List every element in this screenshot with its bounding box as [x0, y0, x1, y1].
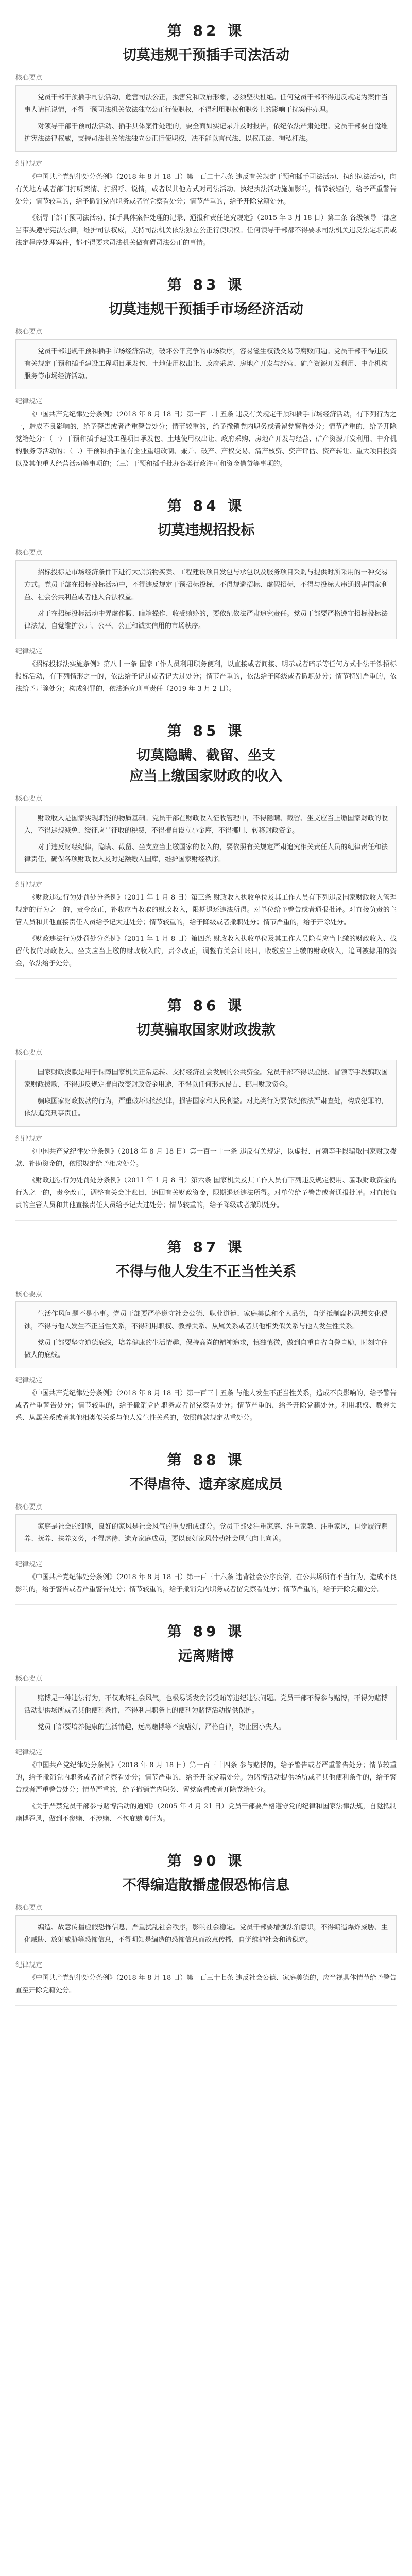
lesson-section: [15, 1449, 397, 1605]
core-paragraph: 党员干部违规干预和插手市场经济活动，破坏公平竞争的市场秩序，容易滋生权钱交易等腐败问题。党员干部不得违反有关规定干预和插手建设工程项目承发包、土地使用权出让、政府采购、房地产开发与经营、矿产资源开发利用、中介机构服务等市场经济活动。: [24, 348, 388, 380]
lesson-section: [15, 1620, 397, 1834]
regulation-paragraph: 《中国共产党纪律处分条例》（2018 年 8 月 18 日）第一百二十五条 违反有关规定干预和插手市场经济活动，有下列行为之一，造成不良影响的，给予警告或者严重警告处分；情节较重的，给予撤销党内职务或者留党察看处分；情节严重的，给予开除党籍处分：（一）干预和插手建设工程项目承发包、土地使用权出让、政府采购、房地产开发与经营、矿产资源开发利用、中介机构服务等活动的；（二）干预和插手国有企业重组改制、兼并、破产、产权交易、清产核资、资产评估、资产转让、重大项目投资以及其他重大经营活动等事项的；（三）干预和插手批办各类行政许可和资金借贷等事项的。: [15, 411, 397, 468]
core-paragraph: 赌博是一种违法行为，不仅败坏社会风气，也极易诱发贪污受贿等违纪违法问题。党员干部不得参与赌博，不得为赌博活动提供场所或者其他便利条件，不得利用职务上的便利为赌博活动提供保护。: [24, 1694, 388, 1715]
core-points-box: [15, 1514, 397, 1552]
regulation-label: 纪律规定: [15, 881, 43, 889]
core-paragraph: 党员干部要培养健康的生活情趣，远离赌博等不良嗜好，严格自律，防止因小失大。: [38, 1723, 286, 1731]
lesson-number: 第 86 课: [167, 997, 245, 1014]
lesson-title: 切莫违规干预插手市场经济活动: [109, 301, 303, 317]
lesson-section: [15, 720, 397, 979]
core-paragraph: 骗取国家财政拨款的行为，严重破坏财经纪律，损害国家和人民利益。对此类行为要依纪依法严肃查处，构成犯罪的，依法追究刑事责任。: [24, 1097, 388, 1117]
core-points-box: [15, 1686, 397, 1740]
regulation-paragraph: 《关于严禁党员干部参与赌博活动的通知》（2005 年 4 月 21 日）党员干部要严格遵守党的纪律和国家法律法规，自觉抵制赌博歪风，做到不参赌、不涉赌、不包庇赌博行为。: [15, 1803, 397, 1823]
core-points-label: 核心要点: [15, 1675, 43, 1683]
core-points-box: [15, 1301, 397, 1368]
regulation-paragraph: 《招标投标法实施条例》第八十一条 国家工作人员利用职务便利，以直接或者间接、明示或者暗示等任何方式非法干涉招标投标活动，有下列情形之一的，依法给予记过或者记大过处分；情节严重的，依法给予降级或者撤职处分；情节特别严重的，依法给予开除处分；构成犯罪的，依法追究刑事责任（2019 年 3 月 2 日）。: [15, 660, 397, 693]
regulation-paragraph: 《中国共产党纪律处分条例》（2018 年 8 月 18 日）第一百三十四条 参与赌博的，给予警告或者严重警告处分；情节较重的，给予撤销党内职务或者留党察看处分；情节严重的，给予开除党籍处分。为赌博活动提供场所或者其他便利条件的，给予警告或者严重警告处分；情节严重的，给予撤销党内职务、留党察看或者开除党籍处分。: [15, 1761, 397, 1794]
lesson-heading: [15, 495, 397, 541]
regulation-label: 纪律规定: [15, 1561, 43, 1568]
core-points-label: 核心要点: [15, 1503, 43, 1511]
core-points-box: [15, 1915, 397, 1953]
section-divider: [15, 1220, 397, 1221]
regulation-paragraph: 《中国共产党纪律处分条例》（2018 年 8 月 18 日）第一百三十六条 违背社会公序良俗，在公共场所有不当行为，造成不良影响的，给予警告或者严重警告处分；情节较重的，给予撤销党内职务或者留党察看处分；情节严重的，给予开除党籍处分。: [15, 1573, 397, 1594]
lesson-section: [15, 1850, 397, 2006]
core-points-box: [15, 339, 397, 389]
core-paragraph: 家庭是社会的细胞，良好的家风是社会风气的重要组成部分。党员干部要注重家庭、注重家教、注重家风，自觉履行赡养、抚养、扶养义务，不得虐待、遗弃家庭成员，要以良好家风带动社会风气向上向善。: [24, 1523, 388, 1543]
regulation-paragraph: 《领导干部干预司法活动、插手具体案件处理的记录、通报和责任追究规定》（2015 年 3 月 18 日）第二条 各级领导干部应当带头遵守宪法法律，维护司法权威，支持司法机关依法独立公正行使职权。任何领导干部都不得要求司法机关违反法定职责或法定程序处理案件，都不得要求司法机关做有碍司法公正的事情。: [15, 214, 397, 247]
lesson-number: 第 85 课: [167, 722, 245, 739]
core-points-label: 核心要点: [15, 1049, 43, 1057]
regulation-label: 纪律规定: [15, 1749, 43, 1756]
regulation-paragraph: 《财政违法行为处罚处分条例》（2011 年 1 月 8 日）第四条 财政收入执收单位及其工作人员隐瞒应当上缴的财政收入、截留代收的财政收入、坐支应当上缴的财政收入的，责令改正，调整有关会计账目，收缴应当上缴的财政收入，追回被挪用的资金，依法给予处分。: [15, 935, 397, 968]
regulation-paragraph: 《财政违法行为处罚处分条例》（2011 年 1 月 8 日）第六条 国家机关及其工作人员有下列违反规定使用、骗取财政资金的行为之一的，责令改正，调整有关会计账目，追回有关财政资金，限期退还违法所得。对单位给予警告或者通报批评。对直接负责的主管人员和其他直接责任人员给予记大过处分；情节较重的，给予降级或者撤职处分。: [15, 1177, 397, 1209]
core-paragraph: 对于违反财经纪律，隐瞒、截留、坐支应当上缴国家的收入的，要依照有关规定严肃追究相关责任人员的纪律责任和法律责任，确保各项财政收入及时足额缴入国库，维护国家财经秩序。: [24, 843, 388, 863]
lesson-title: 切莫骗取国家财政拨款: [136, 1022, 276, 1038]
lesson-title: 切莫隐瞒、截留、坐支: [136, 748, 276, 764]
core-paragraph: 对于在招标投标活动中弄虚作假、暗箱操作、收受贿赂的，要依纪依法严肃追究责任。党员干部要严格遵守招标投标法律法规，自觉维护公开、公平、公正和诚实信用的市场秩序。: [24, 610, 388, 630]
regulation-label: 纪律规定: [15, 1377, 43, 1384]
lesson-section: [15, 994, 397, 1221]
lesson-section: [15, 20, 397, 258]
section-divider: [15, 1604, 397, 1605]
core-points-box: [15, 1060, 397, 1127]
regulation-paragraph: 《财政违法行为处罚处分条例》（2011 年 1 月 8 日）第三条 财政收入执收单位及其工作人员有下列违反国家财政收入管理规定的行为之一的，责令改正，补收应当收取的财政收入，限期退还违法所得。对单位给予警告或者通报批评。对直接负责的主管人员和其他直接责任人员给予记大过处分；情节较重的，给予降级或者撤职处分；情节严重的，给予开除处分。: [15, 894, 397, 926]
lesson-number: 第 89 课: [167, 1623, 245, 1640]
regulation-label: 纪律规定: [15, 398, 43, 405]
core-points-label: 核心要点: [15, 795, 43, 803]
regulation-paragraph: 《中国共产党纪律处分条例》（2018 年 8 月 18 日）第一百三十七条 违反社会公德、家庭美德的，应当视具体情节给予警告直至开除党籍处分。: [15, 1974, 397, 1994]
lesson-heading: [15, 1850, 397, 1896]
lesson-title: 切莫违规干预插手司法活动: [123, 47, 289, 63]
lesson-number: 第 82 课: [167, 22, 245, 39]
lesson-title: 远离赌博: [178, 1648, 234, 1664]
regulation-paragraph: 《中国共产党纪律处分条例》（2018 年 8 月 18 日）第一百二十六条 违反有关规定干预和插手司法活动、执纪执法活动，向有关地方或者部门打听案情、打招呼、说情，或者以其他方式对司法活动、执纪执法活动施加影响，情节较轻的，给予严重警告处分；情节较重的，给予撤销党内职务或者留党察看处分；情节严重的，给予开除党籍处分。: [15, 173, 397, 206]
lesson-heading: [15, 1449, 397, 1495]
section-divider: [15, 978, 397, 979]
core-points-label: 核心要点: [15, 1904, 43, 1912]
lesson-title: 不得虐待、遗弃家庭成员: [129, 1477, 283, 1493]
core-paragraph: 招标投标是市场经济条件下进行大宗货物买卖、工程建设项目发包与承包以及服务项目采购与提供时所采用的一种交易方式。党员干部在招标投标活动中，不得违反规定干预招标投标，不得规避招标、虚假招标，不得与投标人串通损害国家利益、社会公共利益或者他人合法权益。: [24, 569, 388, 601]
lesson-heading: [15, 1620, 397, 1667]
core-paragraph: 生活作风问题不是小事。党员干部要严格遵守社会公德、职业道德、家庭美德和个人品德，自觉抵制腐朽思想文化侵蚀，不得与他人发生不正当性关系，不得利用职权、教养关系、从属关系或者其他相类似关系与他人发生性关系。: [24, 1310, 388, 1330]
regulation-paragraph: 《中国共产党纪律处分条例》（2018 年 8 月 18 日）第一百一十一条 违反有关规定，以虚报、冒领等手段骗取国家财政拨款、补助资金的，依照规定给予相应处分。: [15, 1148, 397, 1168]
core-points-label: 核心要点: [15, 549, 43, 557]
regulation-label: 纪律规定: [15, 1961, 43, 1969]
core-points-label: 核心要点: [15, 328, 43, 336]
section-divider: [15, 2005, 397, 2006]
lesson-heading: [15, 994, 397, 1041]
lesson-title: 不得编造散播虚假恐怖信息: [123, 1877, 289, 1893]
core-paragraph: 编造、故意传播虚假恐怖信息，严重扰乱社会秩序，影响社会稳定。党员干部要增强法治意识，不得编造爆炸威胁、生化威胁、放射威胁等恐怖信息，不得明知是编造的恐怖信息而故意传播，自觉维护社会和谐稳定。: [24, 1924, 388, 1944]
core-points-box: [15, 85, 397, 152]
core-paragraph: 对领导干部干预司法活动、插手具体案件处理的，要全面如实记录并及时报告，依纪依法严肃处理。党员干部要自觉维护宪法法律权威，支持司法机关依法独立公正行使职权，决不能以言代法、以权压法、徇私枉法。: [24, 123, 388, 143]
lesson-title: 不得与他人发生不正当性关系: [115, 1264, 297, 1280]
core-points-label: 核心要点: [15, 1291, 43, 1298]
lesson-title: 应当上缴国家财政的收入: [129, 768, 283, 784]
lesson-number: 第 88 课: [167, 1451, 245, 1468]
regulation-label: 纪律规定: [15, 648, 43, 655]
lesson-section: [15, 274, 397, 479]
lesson-heading: [15, 1236, 397, 1282]
lesson-heading: [15, 274, 397, 320]
regulation-label: 纪律规定: [15, 160, 43, 168]
lesson-heading: [15, 720, 397, 787]
core-paragraph: 党员干部要坚守道德底线，培养健康的生活情趣，保持高尚的精神追求，慎独慎微，做到自重自省自警自励，时刻守住做人的底线。: [24, 1339, 388, 1359]
lesson-number: 第 87 课: [167, 1239, 245, 1256]
lesson-section: [15, 495, 397, 704]
regulation-label: 纪律规定: [15, 1135, 43, 1143]
core-points-label: 核心要点: [15, 74, 43, 82]
lesson-section: [15, 1236, 397, 1433]
lesson-heading: [15, 20, 397, 66]
core-paragraph: 财政收入是国家实现职能的物质基础。党员干部在财政收入征收管理中，不得隐瞒、截留、坐支应当上缴国家财政的收入，不得违规减免、缓征应当征收的税费，不得擅自设立小金库，不得挪用、转移财政资金。: [24, 815, 388, 835]
core-points-box: [15, 560, 397, 639]
lesson-number: 第 83 课: [167, 276, 245, 293]
regulation-paragraph: 《中国共产党纪律处分条例》（2018 年 8 月 18 日）第一百三十五条 与他人发生不正当性关系，造成不良影响的，给予警告或者严重警告处分；情节较重的，给予撤销党内职务或者留党察看处分；情节严重的，给予开除党籍处分。利用职权、教养关系、从属关系或者其他相类似关系与他人发生性关系的，依照前款规定从重处分。: [15, 1389, 397, 1422]
core-paragraph: 党员干部干预插手司法活动，危害司法公正，损害党和政府形象，必须坚决杜绝。任何党员干部不得违反规定为案件当事人请托说情，不得干预司法机关依法独立公正行使职权，不得利用职权和职务上的影响干扰案件办理。: [24, 94, 388, 114]
core-points-box: [15, 806, 397, 873]
lesson-number: 第 90 课: [167, 1852, 245, 1869]
lesson-title: 切莫违规招投标: [157, 522, 255, 538]
lesson-number: 第 84 课: [167, 497, 245, 514]
core-paragraph: 国家财政拨款是用于保障国家机关正常运转、支持经济社会发展的公共资金。党员干部不得以虚报、冒领等手段骗取国家财政拨款，不得违反规定擅自改变财政资金用途，不得以任何形式侵占、挪用财政资金。: [24, 1069, 388, 1089]
